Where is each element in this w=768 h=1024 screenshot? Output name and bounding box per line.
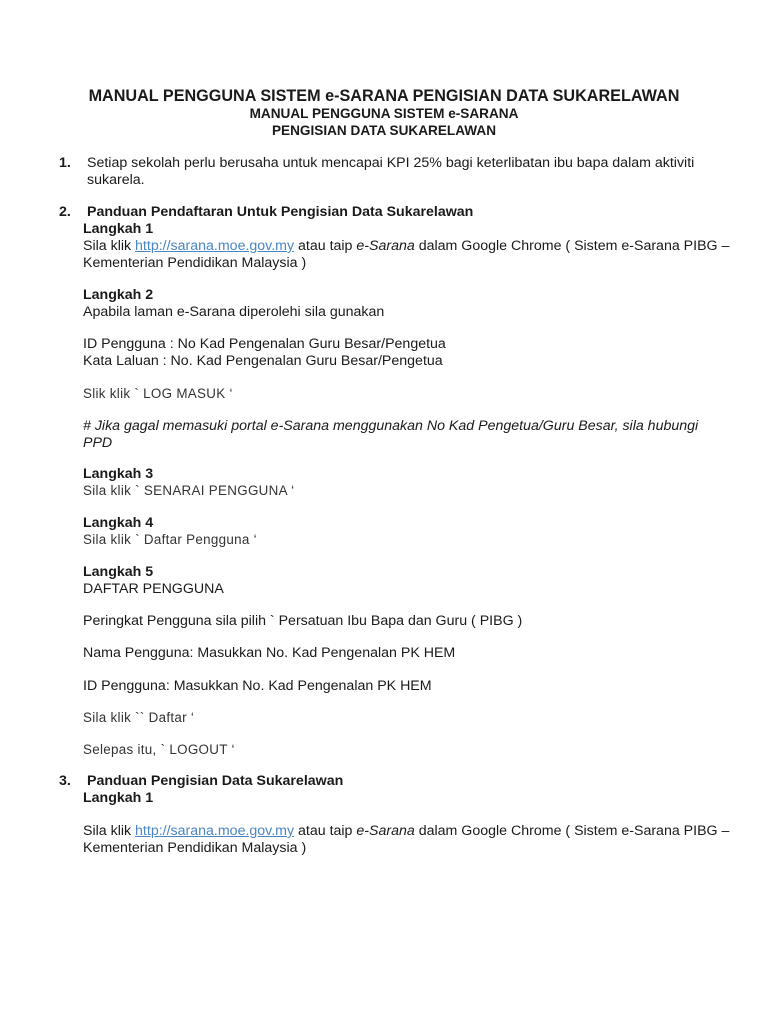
section-2-step-5-line1: DAFTAR PENGGUNA: [83, 581, 224, 597]
section-2-step-5-label: Langkah 5: [83, 564, 154, 580]
sarana-link[interactable]: http://sarana.moe.gov.my: [135, 238, 295, 254]
section-2-step-2-line2: ID Pengguna : No Kad Pengenalan Guru Besar/Pengetua: [83, 336, 446, 352]
step-1-text-mid: atau taip: [294, 238, 357, 254]
section-1-number: 1.: [59, 155, 71, 171]
step-1-text-pre: Sila klik: [83, 238, 136, 254]
section-2-step-5-line4: ID Pengguna: Masukkan No. Kad Pengenalan PK HEM: [83, 678, 432, 694]
section-2-step-3-label: Langkah 3: [83, 466, 154, 482]
s3-step-1-text-italic: e-Sarana: [356, 823, 415, 839]
section-2-step-3-text: Sila klik ` SENARAI PENGGUNA ‘: [83, 483, 295, 498]
section-2-step-4-label: Langkah 4: [83, 515, 154, 531]
section-1-text: Setiap sekolah perlu berusaha untuk mencapai KPI 25% bagi keterlibatan ibu bapa dalam aktiviti sukarela.: [87, 155, 695, 188]
section-2-step-1-text: [83, 238, 753, 271]
document-subtitle-line1: MANUAL PENGGUNA SISTEM e-SARANA: [249, 106, 519, 121]
step-1-text-italic: e-Sarana: [356, 238, 415, 254]
section-3-step-1-label: Langkah 1: [83, 790, 154, 806]
s3-step-1-text-mid: atau taip: [294, 823, 357, 839]
section-2-step-5-line2: Peringkat Pengguna sila pilih ` Persatuan Ibu Bapa dan Guru ( PIBG ): [83, 613, 523, 629]
section-2-step-2-line1: Apabila laman e-Sarana diperolehi sila gunakan: [83, 304, 385, 320]
section-2-step-2-line3: Kata Laluan : No. Kad Pengenalan Guru Besar/Pengetua: [83, 353, 443, 369]
section-2-step-4-text: Sila klik ` Daftar Pengguna ‘: [83, 532, 257, 547]
section-3-step-1-text: [83, 823, 753, 856]
section-2-step-5-line5: Sila klik `` Daftar ‘: [83, 710, 195, 725]
section-2-step-2-note: # Jika gagal memasuki portal e-Sarana menggunakan No Kad Pengetua/Guru Besar, sila hubungi PPD: [83, 418, 699, 451]
document-subtitle-line2: PENGISIAN DATA SUKARELAWAN: [271, 123, 497, 138]
step-1-text-post: dalam Google Chrome ( Sistem e-Sarana PIBG – Kementerian Pendidikan Malaysia ): [83, 238, 730, 271]
section-2-step-1-label: Langkah 1: [83, 221, 154, 237]
s3-step-1-text-post: dalam Google Chrome ( Sistem e-Sarana PIBG – Kementerian Pendidikan Malaysia ): [83, 823, 730, 856]
sarana-link-2[interactable]: http://sarana.moe.gov.my: [135, 823, 295, 839]
section-3-heading: Panduan Pengisian Data Sukarelawan: [87, 773, 344, 789]
s3-step-1-text-pre: Sila klik: [83, 823, 136, 839]
document-title: MANUAL PENGGUNA SISTEM e-SARANA PENGISIAN DATA SUKARELAWAN: [88, 87, 680, 105]
section-2-step-5-line6: Selepas itu, ` LOGOUT ‘: [83, 742, 235, 757]
section-2-number: 2.: [59, 204, 71, 220]
section-2-step-2-label: Langkah 2: [83, 287, 154, 303]
section-2-step-2-line4: Slik klik ` LOG MASUK ‘: [83, 386, 233, 401]
section-2-step-5-line3: Nama Pengguna: Masukkan No. Kad Pengenalan PK HEM: [83, 645, 456, 661]
section-2-heading: Panduan Pendaftaran Untuk Pengisian Data Sukarelawan: [87, 204, 474, 220]
section-3-number: 3.: [59, 773, 71, 789]
